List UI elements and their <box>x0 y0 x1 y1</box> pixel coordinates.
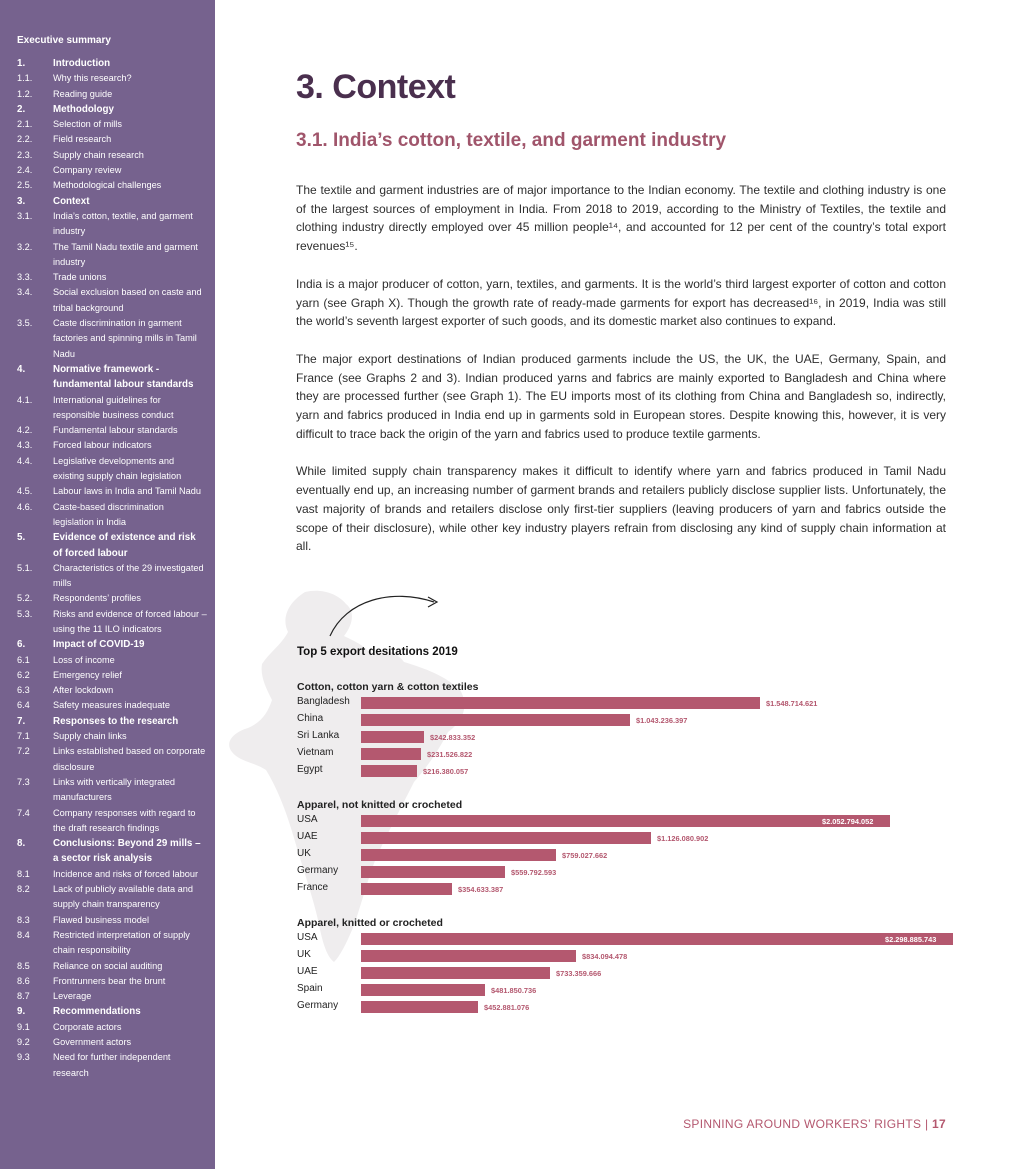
toc-item-label: Company review <box>53 165 122 176</box>
toc-item-number: 9.2 <box>17 1037 30 1047</box>
paragraph: India is a major producer of cotton, yarn, textiles, and garments. It is the world’s third largest exporter of cotton and cotton yarn (see Graph X). Though the growth rate of ready-made garments for export has decreased¹⁶, in 2019, India was still the world’s seventh largest exporter of such goods, and its domestic market also continues to expand. <box>296 276 946 329</box>
toc-item-number: 7.1 <box>17 731 30 742</box>
category-label: Vietnam <box>297 747 334 758</box>
data-label: $2.052.794.052 <box>822 817 874 826</box>
data-label: $2.298.885.743 <box>885 935 937 944</box>
toc-item-label: Context <box>53 195 90 207</box>
toc-item-number: 1. <box>17 58 26 69</box>
body-text <box>296 181 946 575</box>
toc-item-number: 2. <box>17 103 26 115</box>
paragraph: While limited supply chain transparency makes it difficult to identify where yarn and fabrics produced in Tamil Nadu eventually end up, an increasing number of garment brands and retailers publicly disclose supplier lists. Unfortunately, the vast majority of brands and retailers disclose only first-tier suppliers (leaving producers of yarn and fabrics outside the scope of their disclosure), while other key industry players refrain from disclosing any kind of supply chain information at all. <box>296 464 946 554</box>
toc-item-number: 4.2. <box>17 425 33 436</box>
toc-item-number: 5.1. <box>17 562 33 573</box>
bar <box>361 765 417 777</box>
toc-item-label: Characteristics of the 29 investigated mills <box>53 562 204 589</box>
toc-item-label: Field research <box>53 134 112 145</box>
toc-item-label: Risks and evidence of forced labour – using the 11 ILO indicators <box>53 608 207 634</box>
toc-item-label: Restricted interpretation of supply chain responsibility <box>53 929 190 956</box>
toc-item-label: Labour laws in India and Tamil Nadu <box>53 486 201 497</box>
toc-item-label: Conclusions: Beyond 29 mills – a sector risk analysis <box>53 838 201 865</box>
toc-item-label: Emergency relief <box>53 669 122 680</box>
toc-item-number: 4.5. <box>17 486 33 497</box>
toc-item-label: International guidelines for responsible business conduct <box>53 394 174 420</box>
toc-item-label: Flawed business model <box>53 914 150 925</box>
toc-item-number: 4.6. <box>17 501 33 512</box>
toc-item-label: Methodological challenges <box>53 180 162 191</box>
toc-item-label: Introduction <box>53 58 111 69</box>
category-label: Spain <box>297 983 323 994</box>
toc-item-label: Social exclusion based on caste and tribal background <box>53 287 202 313</box>
toc-item-number: 9.3 <box>17 1052 30 1063</box>
data-label: $481.850.736 <box>491 986 537 995</box>
bar <box>361 714 630 726</box>
toc-item-label: Forced labour indicators <box>53 440 152 451</box>
toc-item-label: Reliance on social auditing <box>53 960 163 971</box>
footer-title: SPINNING AROUND WORKERS’ RIGHTS <box>683 1117 922 1131</box>
toc-item-number: 3.4. <box>17 287 33 298</box>
toc-item-number: 3.3. <box>17 272 33 283</box>
bar <box>361 967 550 979</box>
data-label: $452.881.076 <box>484 1003 530 1012</box>
toc-title[interactable]: Executive summary <box>17 35 111 46</box>
category-label: UK <box>297 949 311 960</box>
chart-title: Top 5 export desitations 2019 <box>297 646 458 658</box>
page-number: 17 <box>932 1117 946 1131</box>
bar <box>361 984 485 996</box>
toc-item-label: Frontrunners bear the brunt <box>53 975 166 986</box>
toc-item-number: 4.3. <box>17 440 33 451</box>
toc-item-number: 2.1. <box>17 119 33 130</box>
paragraph: The major export destinations of Indian produced garments include the US, the UK, the UAE, Germany, Spain, and France (see Graphs 2 and 3). Indian produced yarns and fabrics are mainly exported to Bangladesh and China where they are processed further (see Graph 1). The EU imports most of its clothing from China and Bangladesh so, indirectly, yarn and fabrics produced in India end up in garments sold in European stores. Despite knowing this, however, it is very difficult to trace back the origin of the yarn and fabrics used to produce textile garments. <box>296 351 946 441</box>
toc-item-label: Selection of mills <box>53 119 122 130</box>
toc-item-label: Reading guide <box>53 88 113 99</box>
toc-item-number: 3.5. <box>17 318 33 329</box>
page-footer <box>683 1117 946 1131</box>
data-label: $1.126.080.902 <box>657 834 709 843</box>
toc-item-label: Company responses with regard to the draft research findings <box>53 807 196 833</box>
toc-item-number: 2.3. <box>17 149 33 160</box>
toc-item-number: 8.6 <box>17 975 30 986</box>
category-label: UK <box>297 848 311 859</box>
bar <box>361 832 651 844</box>
toc-item-number: 8. <box>17 838 26 850</box>
section-title: 3.1. India’s cotton, textile, and garment industry <box>296 130 727 151</box>
paragraph: The textile and garment industries are of major importance to the Indian economy. The textile and clothing industry is one of the largest sources of employment in India. From 2018 to 2019, according to the Ministry of Textiles, the textile and clothing industry directly employed over 45 million people¹⁴, and accounted for 12 per cent of the country’s total export revenues¹⁵. <box>296 183 946 254</box>
toc-item-label: Trade unions <box>53 272 107 283</box>
toc-item-number: 8.1 <box>17 868 30 879</box>
toc-item-number: 8.5 <box>17 960 30 971</box>
category-label: Bangladesh <box>297 696 350 707</box>
toc-item-label: Supply chain links <box>53 731 127 742</box>
toc-item-label: Need for further independent research <box>53 1052 171 1078</box>
category-label: UAE <box>297 966 318 977</box>
toc-item-number: 3.2. <box>17 241 33 252</box>
toc-item-number: 6.2 <box>17 669 30 680</box>
toc-item-number: 8.2 <box>17 884 30 895</box>
bar <box>361 866 505 878</box>
toc-item-number: 6.4 <box>17 700 30 711</box>
toc-item-number: 4.4. <box>17 455 33 466</box>
toc-item-label: Impact of COVID-19 <box>53 639 145 651</box>
toc-item-number: 2.5. <box>17 180 33 191</box>
data-label: $1.043.236.397 <box>636 716 688 725</box>
toc-item-number: 6. <box>17 639 26 651</box>
data-label: $231.526.822 <box>427 750 473 759</box>
toc-item-label: Fundamental labour standards <box>53 425 178 436</box>
data-label: $759.027.662 <box>562 851 608 860</box>
toc-item-number: 3. <box>17 195 26 207</box>
bar <box>361 748 421 760</box>
category-label: France <box>297 882 329 893</box>
bar <box>361 815 890 827</box>
toc-item-label: Links established based on corporate disclosure <box>53 746 206 772</box>
data-label: $559.792.593 <box>511 868 557 877</box>
toc-item-number: 2.2. <box>17 134 33 145</box>
category-label: UAE <box>297 831 318 842</box>
toc-item-label: Safety measures inadequate <box>53 700 170 711</box>
toc-item-label: After lockdown <box>53 685 114 696</box>
data-label: $242.833.352 <box>430 733 476 742</box>
bar <box>361 697 760 709</box>
toc-item-label: Government actors <box>53 1037 132 1047</box>
category-label: USA <box>297 932 318 943</box>
toc-item-number: 3.1. <box>17 210 33 221</box>
category-label: USA <box>297 814 318 825</box>
toc-item-label: Leverage <box>53 991 92 1002</box>
toc-item-label: Incidence and risks of forced labour <box>53 868 199 879</box>
toc-item-label: Respondents’ profiles <box>53 593 142 604</box>
series-title: Apparel, knitted or crocheted <box>297 917 443 929</box>
toc-item-label: Recommendations <box>53 1006 141 1018</box>
toc-item-number: 4.1. <box>17 394 33 405</box>
bar <box>361 731 424 743</box>
data-label: $733.359.666 <box>556 969 602 978</box>
toc-item-label: Supply chain research <box>53 149 144 160</box>
bar <box>361 1001 478 1013</box>
category-label: Sri Lanka <box>297 730 340 741</box>
toc-item-label: Evidence of existence and risk of forced labour <box>53 532 196 559</box>
bar <box>361 883 452 895</box>
toc-item-number: 6.3 <box>17 685 30 696</box>
category-label: China <box>297 713 324 724</box>
category-label: Egypt <box>297 764 323 775</box>
toc-item-number: 8.7 <box>17 991 30 1002</box>
toc-item-number: 7. <box>17 715 26 727</box>
toc-item-label: Legislative developments and existing supply chain legislation <box>53 455 182 482</box>
data-label: $834.094.478 <box>582 952 628 961</box>
toc-item-label: Why this research? <box>53 73 132 84</box>
toc-item-number: 4. <box>17 363 26 375</box>
toc-item-label: Caste-based discrimination legislation in India <box>53 501 164 527</box>
toc-item-number: 8.3 <box>17 914 30 925</box>
toc-item-label: Loss of income <box>53 654 115 665</box>
category-label: Germany <box>297 865 339 876</box>
toc-item-number: 7.3 <box>17 776 30 787</box>
toc-item-number: 2.4. <box>17 165 33 176</box>
toc-item-number: 8.4 <box>17 929 30 940</box>
data-label: $354.633.387 <box>458 885 504 894</box>
toc-item-number: 1.1. <box>17 73 33 84</box>
toc-item-label: India’s cotton, textile, and garment industry <box>53 210 193 237</box>
toc-item-number: 5. <box>17 532 26 544</box>
toc-item-number: 5.3. <box>17 608 33 619</box>
series-title: Cotton, cotton yarn & cotton textiles <box>297 681 479 693</box>
data-label: $216.380.057 <box>423 767 469 776</box>
data-label: $1.548.714.621 <box>766 699 818 708</box>
page-title: 3. Context <box>296 68 456 106</box>
toc-item-number: 9. <box>17 1006 26 1018</box>
toc-item-label: Corporate actors <box>53 1021 122 1032</box>
toc-item-label: Normative framework - fundamental labour standards <box>53 363 194 391</box>
bar <box>361 933 953 945</box>
footer-separator: | <box>924 1117 929 1131</box>
toc-item-number: 9.1 <box>17 1021 30 1032</box>
toc-item-label: Caste discrimination in garment factories and spinning mills in Tamil Nadu <box>53 318 197 359</box>
toc-item-number: 7.4 <box>17 807 30 818</box>
toc-item-label: The Tamil Nadu textile and garment industry <box>53 241 198 267</box>
toc-item-number: 5.2. <box>17 593 33 604</box>
toc-item-label: Links with vertically integrated manufacturers <box>53 776 176 803</box>
toc-item-label: Responses to the research <box>53 715 179 727</box>
series-title: Apparel, not knitted or crocheted <box>297 799 463 811</box>
bar <box>361 950 576 962</box>
toc-item-label: Lack of publicly available data and supply chain transparency <box>53 884 193 910</box>
toc-item-label: Methodology <box>53 103 114 115</box>
toc-item-number: 6.1 <box>17 654 30 665</box>
category-label: Germany <box>297 1000 339 1011</box>
bar <box>361 849 556 861</box>
toc-item-number: 1.2. <box>17 88 33 99</box>
toc-item-number: 7.2 <box>17 746 30 757</box>
